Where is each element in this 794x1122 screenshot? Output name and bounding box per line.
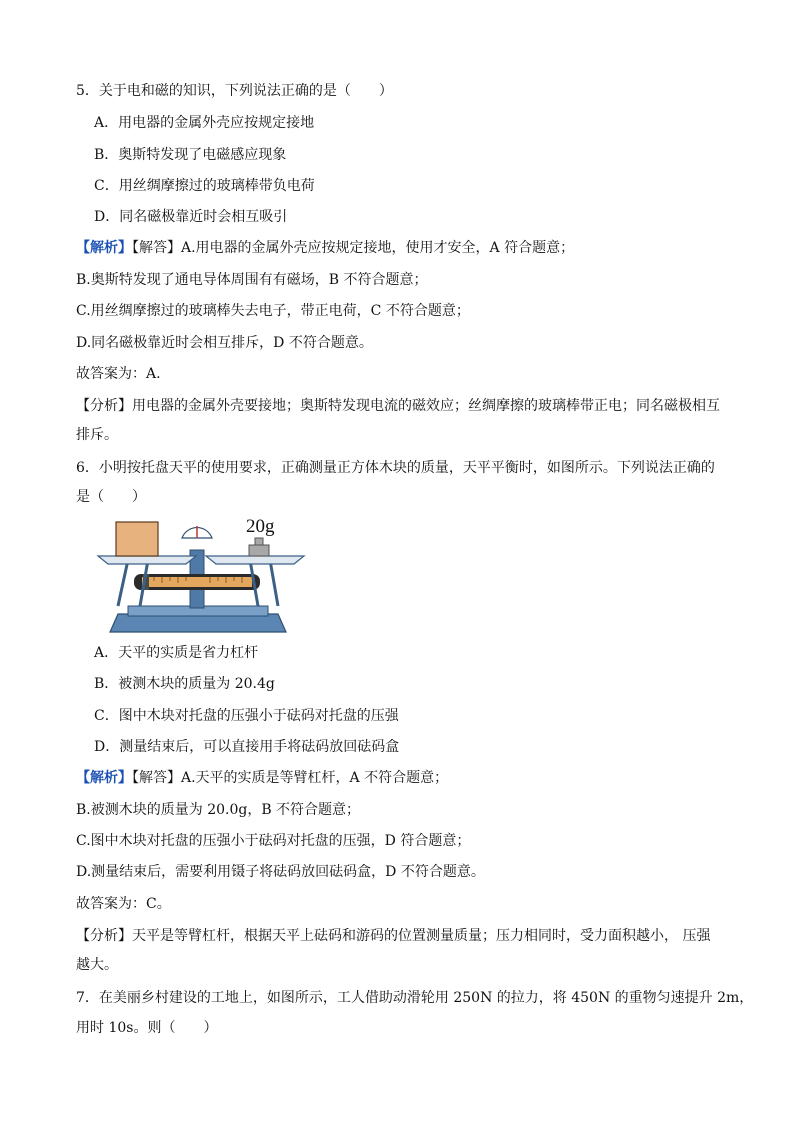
q5-jieda-text: 【解答】A.用电器的金属外壳应按规定接地，使用才安全，A 符合题意； [132, 240, 575, 256]
weight-label: 20g [246, 516, 275, 537]
q6-stem-1: 6．小明按托盘天平的使用要求，正确测量正方体木块的质量，天平平衡时，如图所示。下列说法正确的 [76, 460, 715, 476]
q5-analysis-d: D.同名磁极靠近时会相互排斥，D 不符合题意。 [76, 335, 373, 351]
q6-fenxi-cont: 越大。 [76, 957, 118, 973]
q5-answer: 故答案为：A. [76, 366, 161, 382]
q6-jieda [76, 768, 734, 788]
q5-stem: 5．关于电和磁的知识，下列说法正确的是（ ） [76, 83, 393, 99]
q6-option-d: D．测量结束后，可以直接用手将砝码放回砝码盒 [94, 739, 400, 755]
q5-analysis-c: C.用丝绸摩擦过的玻璃棒失去电子，带正电荷，C 不符合题意； [76, 303, 470, 319]
q5-option-b: B．奥斯特发现了电磁感应现象 [94, 147, 287, 163]
q5-option-a: A．用电器的金属外壳应按规定接地 [94, 115, 315, 131]
fenxi-tag: 【分析】 [76, 928, 132, 944]
q7-stem-1: 7．在美丽乡村建设的工地上，如图所示，工人借助动滑轮用 250N 的拉力，将 450N 的重物匀速提升 2m， [76, 990, 754, 1006]
q6-answer: 故答案为：C。 [76, 896, 171, 912]
q5-jieda [76, 238, 734, 258]
q6-jieda-text: 【解答】A.天平的实质是等臂杠杆，A 不符合题意； [132, 770, 449, 786]
q6-option-a: A．天平的实质是省力杠杆 [94, 645, 259, 661]
q5-fenxi-cont: 排斥。 [76, 427, 118, 443]
q6-option-c: C．图中木块对托盘的压强小于砝码对托盘的压强 [94, 708, 399, 724]
q6-fenxi-text: 天平是等臂杠杆，根据天平上砝码和游码的位置测量质量；压力相同时，受力面积越小， 压强 [132, 928, 711, 944]
q5-option-c: C．用丝绸摩擦过的玻璃棒带负电荷 [94, 178, 315, 194]
q6-stem-2: 是（ ） [76, 489, 146, 505]
q7-stem-2: 用时 10s。则（ ） [76, 1020, 218, 1036]
jiexi-tag: 【解析】 [76, 240, 132, 256]
balance-figure [90, 510, 310, 640]
q6-fenxi [76, 926, 734, 946]
q6-analysis-c: C.图中木块对托盘的压强小于砝码对托盘的压强，D 符合题意； [76, 833, 471, 849]
fenxi-tag: 【分析】 [76, 398, 132, 414]
jiexi-tag: 【解析】 [76, 770, 132, 786]
q6-analysis-d: D.测量结束后，需要利用镊子将砝码放回砝码盒，D 不符合题意。 [76, 864, 485, 880]
q6-analysis-b: B.被测木块的质量为 20.0g，B 不符合题意； [76, 802, 361, 818]
q5-fenxi-text: 用电器的金属外壳要接地；奥斯特发现电流的磁效应；丝绸摩擦的玻璃棒带正电；同名磁极相互 [132, 398, 720, 414]
q5-analysis-b: B.奥斯特发现了通电导体周围有有磁场，B 不符合题意； [76, 272, 428, 288]
q6-option-b: B．被测木块的质量为 20.4g [94, 676, 275, 692]
q5-fenxi [76, 396, 734, 416]
q5-option-d: D．同名磁极靠近时会相互吸引 [94, 209, 288, 225]
